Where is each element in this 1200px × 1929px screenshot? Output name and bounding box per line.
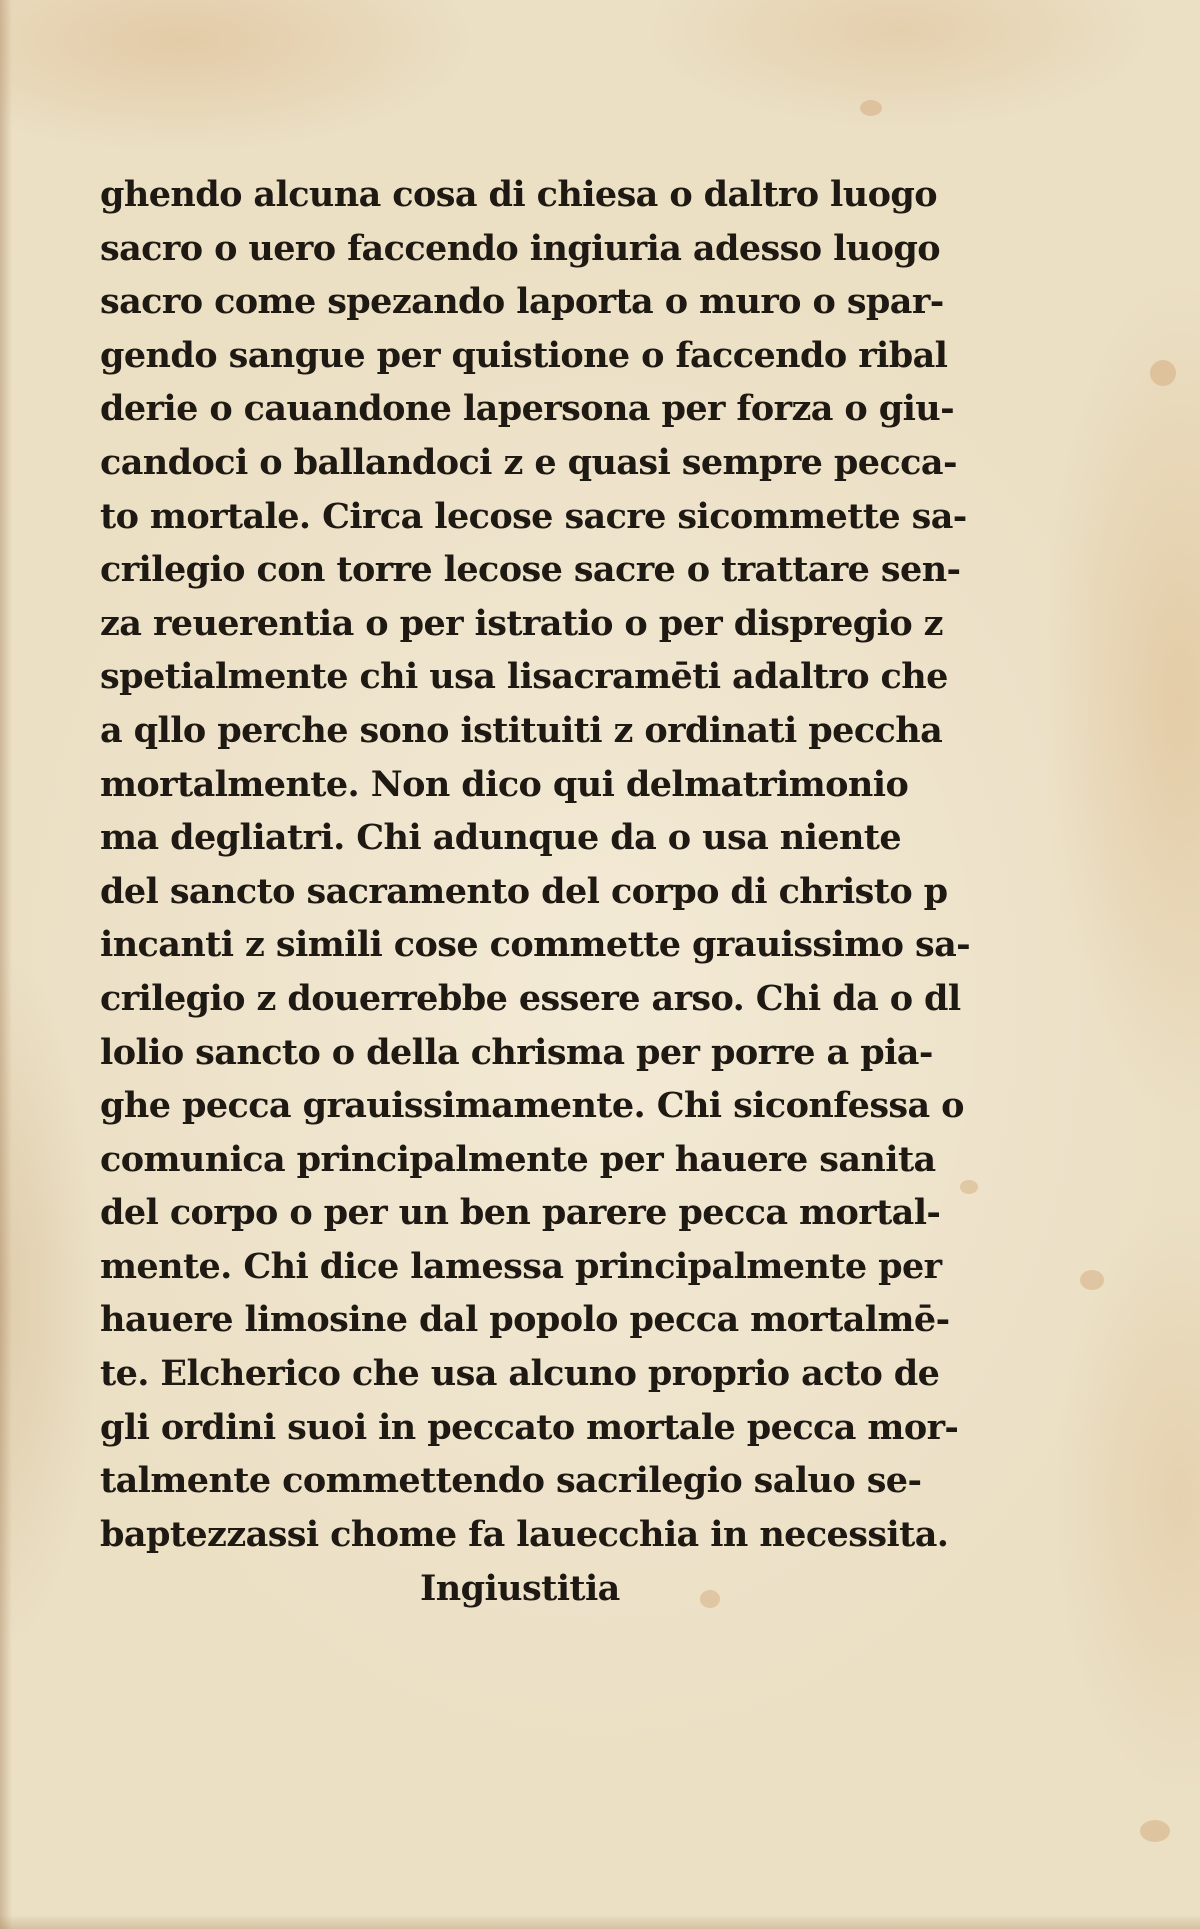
text-line: del corpo o per un ben parere pecca mortal- — [100, 1192, 941, 1234]
text-line: te. Elcherico che usa alcuno proprio acto de — [100, 1353, 940, 1395]
text-line: gli ordini suoi in peccato mortale pecca mor- — [100, 1406, 959, 1448]
text-line: lolio sancto o della chrisma per porre a pia- — [100, 1031, 933, 1073]
foxing-spot — [960, 1180, 978, 1194]
foxing-spot — [1080, 1270, 1104, 1290]
foxing-spot — [700, 1590, 720, 1608]
text-line: sacro o uero faccendo ingiuria adesso luogo — [100, 227, 940, 269]
text-line: baptezzassi chome fa lauecchia in necessita. — [100, 1513, 949, 1555]
text-line: gendo sangue per quistione o faccendo ribal — [100, 334, 948, 376]
text-line: derie o cauandone lapersona per forza o giu- — [100, 388, 955, 430]
text-line: a qllo perche sono istituiti z ordinati peccha — [100, 709, 943, 751]
foxing-spot — [860, 100, 882, 116]
text-line: del sancto sacramento del corpo di christo p — [100, 870, 948, 912]
text-line: ghendo alcuna cosa di chiesa o daltro luogo — [100, 174, 937, 215]
text-line: ma degliatri. Chi adunque da o usa niente — [100, 817, 902, 859]
text-line: crilegio con torre lecose sacre o trattare sen- — [100, 549, 961, 591]
text-line: sacro come spezando laporta o muro o spar- — [100, 281, 944, 323]
text-line: crilegio z douerrebbe essere arso. Chi da o dl — [100, 977, 961, 1019]
catchword: Ingiustitia — [420, 1568, 620, 1609]
text-line: za reuerentia o per istratio o per dispregio z — [100, 602, 943, 644]
page-bottom-shadow — [0, 1915, 1200, 1929]
text-line: mente. Chi dice lamessa principalmente per — [100, 1245, 942, 1287]
text-block — [100, 168, 971, 1561]
foxing-spot — [1140, 1820, 1170, 1842]
text-line: candoci o ballandoci z e quasi sempre pecca- — [100, 441, 957, 483]
page-edge-shadow — [0, 0, 12, 1929]
foxing-spot — [1150, 360, 1176, 386]
text-line: ghe pecca grauissimamente. Chi siconfessa o — [100, 1085, 964, 1127]
text-line: talmente commettendo sacrilegio saluo se- — [100, 1460, 922, 1502]
text-line: mortalmente. Non dico qui delmatrimonio — [100, 763, 909, 805]
text-line: incanti z simili cose commette grauissimo sa- — [100, 924, 971, 966]
text-line: comunica principalmente per hauere sanita — [100, 1138, 936, 1180]
text-line: spetialmente chi usa lisacramēti adaltro che — [100, 656, 948, 698]
text-line: hauere limosine dal popolo pecca mortalmē- — [100, 1299, 950, 1341]
text-line: to mortale. Circa lecose sacre sicommette sa- — [100, 495, 967, 537]
